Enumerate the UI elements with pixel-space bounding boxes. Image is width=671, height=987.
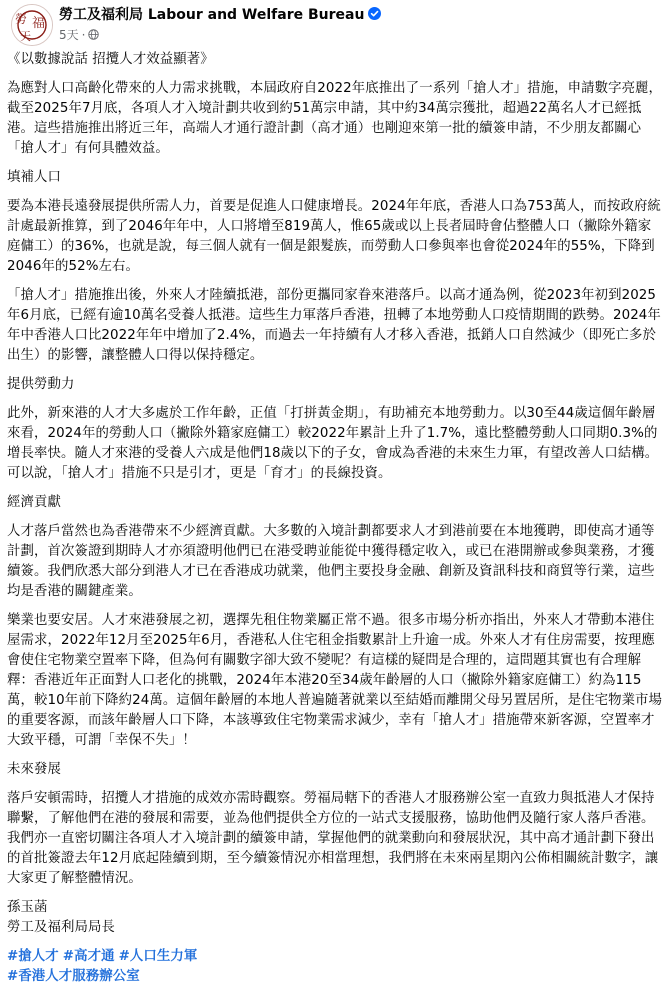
section-heading-economy: 經濟貢獻: [7, 495, 61, 510]
globe-icon[interactable]: [88, 29, 99, 40]
svg-text:天: 天: [20, 30, 31, 43]
verified-badge-icon: [368, 7, 381, 20]
signature-title: 勞工及福利局局長: [7, 920, 115, 935]
bureau-logo-icon: [12, 5, 52, 45]
page-name-link[interactable]: [59, 6, 381, 24]
population-paragraph-1: 要為本港長遠發展提供所需人力，首要是促進人口健康增長。2024年年底，香港人口為753萬人，而按政府統計處最新推算，到了2046年年中，人口將增至819萬人，惟65歲或以上長者屆時會佔整體人口（撇除外籍家庭傭工）的36%，也就是說，每三個人就有一個是銀髮族，而勞動人口參與率也會從2024年的55%，下降到2046年的52%左右。: [7, 199, 661, 274]
section-heading-future: 未來發展: [7, 762, 61, 777]
svg-text:福: 福: [32, 16, 46, 31]
economy-paragraph-2: 樂業也要安居。人才來港發展之初，選擇先租住物業屬正常不過。很多市場分析亦指出，外來人才帶動本港住屋需求，2022年12月至2025年6月，香港私人住宅租金指數累計上升逾一成。外來人才有住房需要，按理應會使住宅物業空置率下降，但為何有關數字卻大致不變呢？有這樣的疑問是合理的，這問題其實也有合理解釋：香港近年正面對人口老化的挑戰，2024年本港20至34歲年齡層的人口（撇除外籍家庭傭工）約為115萬，較10年前下降約24萬。這個年齡層的本地人普遍隨著就業以至結婚而離開父母另置居所，是住宅物業市場的重要客源，而該年齡層人口下降，本該導致住宅物業需求減少，幸有「搶人才」措施帶來新客源，空置率才大致平穩，可謂「幸保不失」！: [7, 613, 663, 748]
section-heading-labour: 提供勞動力: [7, 377, 75, 392]
hashtag-link[interactable]: #高才通: [62, 949, 115, 964]
hashtags-line-1: [7, 947, 663, 967]
meta-separator: ·: [81, 28, 86, 42]
post-timestamp[interactable]: 5天: [59, 28, 79, 42]
post-header: [7, 0, 671, 50]
labour-paragraph: 此外，新來港的人才大多處於工作年齡，正值「打拼黃金期」，有助補充本地勞動力。以30至44歲這個年齡層來看，2024年的勞動人口（撇除外籍家庭傭工）較2022年累計上升了1.7%，遠比整體勞動人口同期0.3%的增長率快。隨人才來港的受養人六成是他們18歲以下的子女，會成為香港的未來生力軍，有望改善人口結構。可以說，「搶人才」措施不只是引才，更是「育才」的長線投資。: [7, 406, 659, 481]
post-body: [7, 50, 663, 987]
hashtag-link[interactable]: #人口生力軍: [118, 949, 198, 964]
intro-paragraph: 為應對人口高齡化帶來的人力需求挑戰，本屆政府自2022年底推出了一系列「搶人才」措施，申請數字亮麗，截至2025年7月底，各項人才入境計劃共收到約51萬宗申請，其中約34萬宗獲批，超過22萬名人才已經抵港。這些措施推出將近三年，高端人才通行證計劃（高才通）也剛迎來第一批的續簽申請，不少朋友都關心「搶人才」有何具體效益。: [7, 81, 663, 156]
svg-text:勞: 勞: [15, 12, 28, 26]
hashtag-link[interactable]: #香港人才服務辦公室: [7, 969, 140, 984]
signature-name: 孫玉菡: [7, 900, 48, 915]
hashtags-line-2: [7, 967, 663, 987]
economy-paragraph-1: 人才落戶當然也為香港帶來不少經濟貢獻。大多數的入境計劃都要求人才到港前要在本地獲聘，即使高才通等計劃，首次簽證到期時人才亦須證明他們已在港受聘並能從中獲得穩定收入，或已在港開辦或參與業務，才獲續簽。我們欣悉大部分到港人才已在香港成功就業，他們主要投身金融、創新及資訊科技和商貿等行業，這些均是香港的關鍵產業。: [7, 524, 655, 599]
hashtag-link[interactable]: #搶人才: [7, 949, 59, 964]
section-heading-population: 填補人口: [7, 170, 61, 185]
post-meta: [59, 27, 99, 43]
future-paragraph: 落戶安頓需時，招攬人才措施的成效亦需時觀察。勞福局轄下的香港人才服務辦公室一直致力與抵港人才保持聯繫，了解他們在港的發展和需要，並為他們提供全方位的一站式支援服務，協助他們及隨行家人落戶香港。我們亦一直密切關注各項人才入境計劃的續簽申請，掌握他們的就業動向和發展狀況，其中高才通計劃下發出的首批簽證去年12月底起陸續到期，至今續簽情況亦相當理想，我們將在未來兩星期內公佈相關統計數字，讓大家更了解整體情況。: [7, 791, 659, 886]
page-name-text[interactable]: 勞工及福利局 Labour and Welfare Bureau: [59, 7, 365, 23]
population-paragraph-2: 「搶人才」措施推出後，外來人才陸續抵港，部份更攜同家眷來港落戶。以高才通為例，從2023年初到2025年6月底，已經有逾10萬名受養人抵港。這些生力軍落戶香港，扭轉了本地勞動人口疫情期間的跌勢。2024年年中香港人口比2022年年中增加了2.4%，而過去一年持續有人才移入香港，抵銷人口自然減少（即死亡多於出生）的影響，讓整體人口得以保持穩定。: [7, 288, 661, 363]
post-title: 《以數據說話 招攬人才效益顯著》: [7, 52, 214, 67]
page-avatar[interactable]: [11, 4, 53, 46]
